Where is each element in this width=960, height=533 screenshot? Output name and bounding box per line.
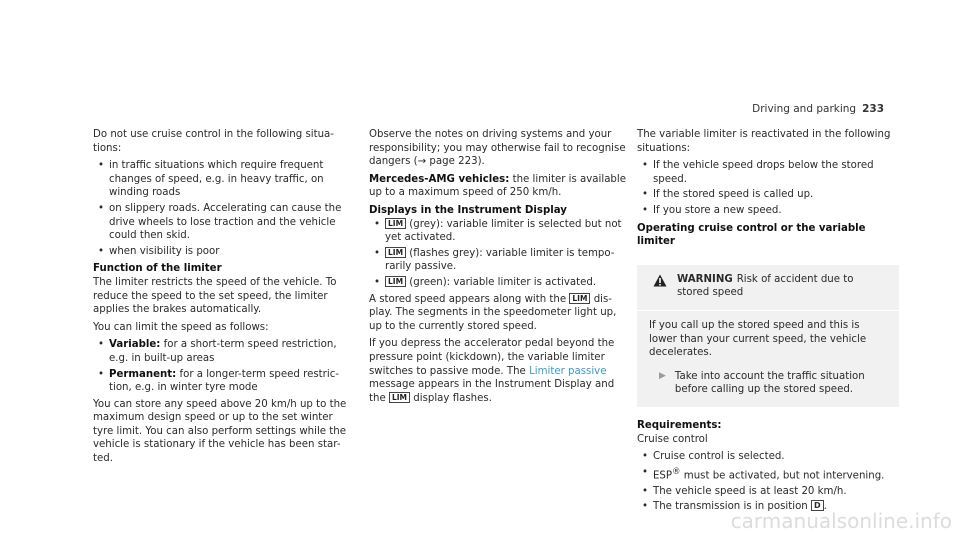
stored-text-a: A stored speed appears along with the xyxy=(369,293,567,305)
amg-text: the limiter is available up to a maximum speed of 250 km/h. xyxy=(369,173,626,199)
warning-heading xyxy=(677,273,887,300)
limiter-icon: LIM xyxy=(385,218,406,229)
list-item: • when visibility is poor xyxy=(93,245,355,259)
display-text: (flashes grey): variable limiter is tempo- rarily passive. xyxy=(385,247,615,273)
observe-text: Observe the notes on driving systems and your responsibility; you may otherwise fail to recognise dangers ( xyxy=(369,129,626,168)
list-item: • The vehicle speed is at least 20 km/h. xyxy=(637,485,899,499)
limiter-icon: LIM xyxy=(569,293,590,304)
reactivated-intro: The variable limiter is reactivated in the following situations: xyxy=(637,129,891,154)
mode-text: for a longer-term speed restric- tion, e.g. in winter tyre mode xyxy=(109,368,339,394)
list-item: • Cruise control is selected. xyxy=(637,450,899,464)
list-item: • If the vehicle speed drops below the stored speed. xyxy=(637,159,899,186)
stored-text-b: dis- play. The segments in the speedometer light up, up to the currently stored speed. xyxy=(369,293,617,332)
function-heading: Function of the limiter xyxy=(93,263,222,275)
page-ref[interactable]: page 223 xyxy=(429,156,478,168)
depress-paragraph xyxy=(369,337,631,405)
depress-text-a: If you depress the accelerator pedal beyond the pressure point (kickdown), the variable limiter switches to passive mode. The xyxy=(369,338,615,377)
requirements-intro: Cruise control xyxy=(637,433,708,445)
trans-end: . xyxy=(823,501,827,513)
store-text: You can store any speed above 20 km/h up to the maximum design speed or up to the set winter tyre limit. You can also perform settings while the vehicle is stationary if the vehicle has been star- ted. xyxy=(93,398,347,465)
warning-tip xyxy=(649,370,887,397)
esp-label: ESP xyxy=(653,470,673,482)
limiter-icon: LIM xyxy=(385,247,406,258)
display-list xyxy=(369,218,631,290)
gear-d-icon: D xyxy=(811,500,824,511)
requirements-list xyxy=(637,450,899,514)
display-text: (green): variable limiter is activated. xyxy=(409,276,597,288)
reactivated-list xyxy=(637,159,899,217)
list-item: • If you store a new speed. xyxy=(637,204,899,218)
mode-label: Variable: xyxy=(109,339,161,351)
observe-end: ). xyxy=(477,156,485,168)
stored-paragraph xyxy=(369,293,631,334)
situations-list xyxy=(93,159,355,258)
warning-body: If you call up the stored speed and this is lower than your current speed, the vehicle decelerates. xyxy=(649,319,867,359)
warning-divider xyxy=(637,310,899,311)
function-text: The limiter restricts the speed of the vehicle. To reduce the speed to the set speed, the limiter applies the brakes automatically. xyxy=(93,276,337,316)
list-item: • in traffic situations which require frequent changes of speed, e.g. in heavy traffic, on winding roads xyxy=(93,159,355,200)
list-item: • on slippery roads. Accelerating can cause the drive wheels to lose traction and the vehicle could then skid. xyxy=(93,202,355,243)
requirements-heading: Requirements: xyxy=(637,419,722,431)
column-3 xyxy=(637,128,899,517)
watermark: carmanualsonline.info xyxy=(730,509,952,533)
registered-mark: ® xyxy=(672,466,681,477)
cruise-intro: Do not use cruise control in the following situa- tions: xyxy=(93,129,334,154)
play-arrow-icon: ▶ xyxy=(659,370,666,381)
display-heading: Displays in the Instrument Display xyxy=(369,204,567,216)
limiter-passive-message: Limiter passive xyxy=(529,365,607,377)
warning-head-text: Risk of accident due to stored speed xyxy=(677,273,854,299)
modes-list xyxy=(93,338,355,394)
mode-label: Permanent: xyxy=(109,368,177,380)
page-number: 233 xyxy=(862,103,884,115)
page-header xyxy=(752,103,884,117)
esp-text: must be activated, but not intervening. xyxy=(683,470,885,482)
depress-text-c: display flashes. xyxy=(413,392,492,404)
trans-text: The transmission is in position xyxy=(653,501,808,513)
limiter-icon: LIM xyxy=(385,276,406,287)
list-item xyxy=(93,368,355,395)
page-ref-arrow-icon: → xyxy=(417,156,427,168)
list-item xyxy=(637,466,899,483)
observe-paragraph xyxy=(369,128,631,169)
mode-text: for a short-term speed restriction, e.g. in built-up areas xyxy=(109,339,337,364)
list-item xyxy=(369,247,631,274)
list-item xyxy=(369,276,631,290)
list-item: • If the stored speed is called up. xyxy=(637,188,899,202)
amg-paragraph xyxy=(369,173,631,200)
operating-heading: Operating cruise control or the variable limiter xyxy=(637,222,866,248)
list-item xyxy=(369,218,631,245)
column-2 xyxy=(369,128,631,409)
limiter-icon: LIM xyxy=(389,392,410,403)
amg-label: Mercedes-AMG vehicles: xyxy=(369,173,510,185)
section-title: Driving and parking xyxy=(752,103,857,115)
warning-title: WARNING xyxy=(677,273,733,285)
warning-box xyxy=(637,265,899,407)
column-1 xyxy=(93,128,355,470)
display-text: (grey): variable limiter is selected but not yet activated. xyxy=(385,218,622,244)
warning-triangle-icon xyxy=(653,274,667,287)
list-item xyxy=(93,338,355,365)
tip-text: Take into account the traffic situation before calling up the stored speed. xyxy=(674,370,865,396)
depress-text-b: message appears in the Instrument Display and the xyxy=(369,379,615,404)
warning-header xyxy=(649,273,887,300)
limit-intro: You can limit the speed as follows: xyxy=(93,321,269,333)
